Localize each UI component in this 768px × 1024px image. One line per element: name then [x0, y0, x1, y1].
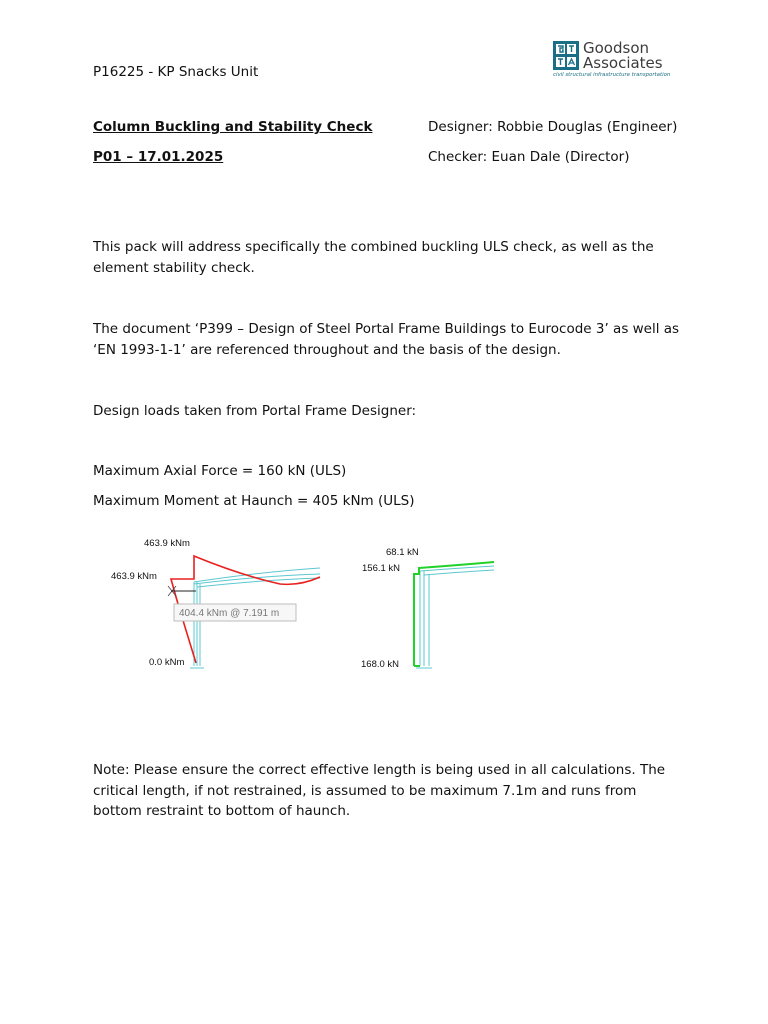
axial-force-line — [414, 562, 494, 666]
axial-label-top: 68.1 kN — [386, 547, 419, 558]
intro-paragraph: This pack will address specifically the combined buckling ULS check, as well as the element stability check. — [93, 239, 654, 276]
loads-heading: Design loads taken from Portal Frame Designer: — [93, 403, 417, 419]
effective-length-note: Note: Please ensure the correct effective length is being used in all calculations. The critical length, if not restrained, is assumed to be maximum 7.1m and runs from bottom restraint to bottom of haunch. — [93, 762, 666, 819]
logo-name-line1: Goodson — [583, 39, 649, 57]
logo-tagline: civil structural infrastructure transportation — [553, 72, 671, 78]
moment-tooltip-text: 404.4 kNm @ 7.191 m — [179, 608, 280, 619]
checker-line: Checker: Euan Dale (Director) — [428, 149, 630, 165]
axial-label-bottom: 168.0 kN — [361, 659, 400, 670]
designer-line: Designer: Robbie Douglas (Engineer) — [428, 119, 678, 135]
logo-name-line2: Associates — [583, 54, 663, 72]
moment-label-top: 463.9 kNm — [144, 538, 190, 549]
revision-date: P01 – 17.01.2025 — [93, 149, 224, 165]
haunch-moment-line: Maximum Moment at Haunch = 405 kNm (ULS) — [93, 493, 415, 509]
moment-label-bottom: 0.0 kNm — [149, 657, 185, 668]
axial-label-upper: 156.1 kN — [362, 563, 401, 574]
moment-label-left: 463.9 kNm — [111, 571, 157, 582]
axial-frame-lines — [416, 566, 494, 668]
references-paragraph: The document ‘P399 – Design of Steel Portal Frame Buildings to Eurocode 3’ as well as ‘EN 1993-1-1’ are referenced throughout and the basis of the design. — [93, 321, 680, 358]
document-title: Column Buckling and Stability Check — [93, 119, 373, 135]
project-title: P16225 - KP Snacks Unit — [93, 64, 259, 80]
axial-force-line: Maximum Axial Force = 160 kN (ULS) — [93, 463, 347, 479]
